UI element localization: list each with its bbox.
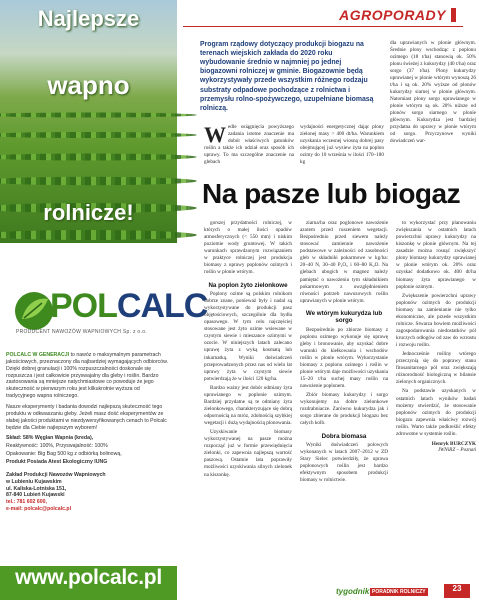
body-paragraph: Bezpośrednio po zbiorze biomasy z poplonu ozimego wykonuje się uprawę gleby i bronowanie, aby uzyskać dobre warunki do kiełkowania i wschodów roślin w plonie wtórym. Wykorzystanie biomasy z poplonu ozimego i roślin w plonie wtórym daje możliwości uzyskania 15–20 t/ha suchej masy roślin na nawożenie poplonem.	[300, 326, 388, 390]
drop-cap: W	[204, 122, 226, 147]
body-paragraph: Uzyskiwanie biomasy wykorzystywanej na pasze można rozpocząć już w formie przewiędnięcia zielonki, co zapewnia najlepszą wartość paszową. Ostatnie lata poprawiły możliwości uzyskiwania silnych zielonek na kiszonkę.	[204, 429, 292, 478]
ad-reactivity: Reaktywność: 100%, Przyswajalność: 100%	[6, 443, 108, 450]
section-badge	[310, 4, 464, 26]
body-column-3	[396, 220, 476, 455]
section-title: AGROPORADY	[339, 7, 446, 23]
body-paragraph: ziarna/ha oraz poglonowe nawożenie azotem przed ruszeniem wegetacji. Bezpośrednio przed siewem należy stosować zamiennie nawożenie podstawowe w zależności od zasobności gleb w składniki pokarmowe w kg/ha: 20–40 N, 30–40 P₂O₅ i 60–80 K₂O. Na glebach ubogich w magnez należy pamiętać o nawożeniu tym składnikiem pokarmowym z uwzględnieniem równości potrzeb nawozowych roślin uprawianych w plonie wtórym.	[300, 220, 388, 304]
page-number: 23	[452, 584, 462, 593]
subheading-biomass: Dobra biomasa	[321, 432, 367, 440]
ad-composition: Skład: 58% Węglan Wapnia (kreda),	[6, 435, 94, 442]
author-organization: IWNiRZ – Poznań	[438, 446, 476, 453]
section-accent-bar	[451, 8, 456, 22]
tygodnik-logo: tygodnik	[336, 587, 370, 596]
subheading-maize-sorghum: We wtórym kukurydza lub sorgo	[305, 309, 383, 325]
ad-headline-mid: wapno	[47, 70, 130, 100]
ad-packaging: Opakowanie: Big Bag 500 kg z odbiórką bolinową,	[6, 451, 122, 458]
poradnik-logo: PORADNIK ROLNICZY	[372, 589, 426, 595]
ad-contact-block	[6, 472, 170, 513]
ad-footer-bar	[0, 566, 177, 600]
ad-company-location: w Lubieniu Kujawskim	[6, 478, 62, 485]
ad-intro-lead: POLCALC W GENERACJI	[6, 352, 70, 358]
polcalc-logo	[12, 285, 208, 343]
body-paragraph: to wykorzystać przy planowaniu zwiększania w ostatnich latach powierzchni uprawy kukurydzy na kiszonkę w plonie głównym. Na tej zasadzie można rosnąć zwiększyć plony biomasy kukurydzy uprawianej w plonie wtórym ok. 20% oraz uzyskać dodatkowo ok. 400 dt/ha biomasy żyta uprawianego w poplonie ozimym.	[396, 220, 476, 290]
body-paragraph: gorszej przydatności rolniczej, w których o małej ilości opadów atmosferycznych (< 550 mm) i niskim poziomie wody gruntowej. W takich warunkach sprawdzonym rozwiązaniem w praktyce rolniczej jest produkcja biomasy z uprawy poplonów ozimych i roślin w plonie wtórym.	[204, 220, 292, 276]
ad-email[interactable]: e-mail: polcalc@polcalc.pl	[6, 506, 72, 513]
article-title: Na pasze lub biogaz	[202, 178, 461, 209]
section-rule	[183, 26, 463, 27]
polcalc-wordmark: POLCALC	[50, 287, 208, 325]
body-paragraph: Wyniki doświadczeń polowych wykonanych w latach 2007–2012 w ZD Stary Sielec potwierdziły, że uprawa poplonowych roślin jest bardzo efektywnym sposobem produkcji biomasy w rolnictwie.	[300, 441, 388, 484]
publication-logos	[336, 588, 436, 598]
body-paragraph: Zbiór biomasy kukurydzy i sorgo wykonujemy na dobre zielonkowe rozdrabniacze. Zarówno kukurydza jak i sorgo zbierane do produkcji biogazu bez całych kolb.	[300, 392, 388, 427]
body-paragraph: Bardzo ważny jest dobór odmiany żyta uprawianego w poplonie ozimym. Bardziej przydatne są te odmiany żyta zielonkowego, charakteryzujące się dobrą odpornością na mróz, zdolnością szybkiej wegetacji i dużą wydajnością plonowania.	[204, 384, 292, 427]
ad-body-text	[6, 352, 170, 513]
author-name: Henryk BURCZYK	[431, 440, 476, 447]
article-lead: Program rządowy dotyczący produkcji biogazu na terenach wiejskich zakłada do 2020 roku wybudowanie średnio w najmniej po jednej biogazowni rolniczej w gminie. Biogazownie będą wykorzystywały przede wszystkim różnego rodzaju substraty odpadowe pochodzące z rolnictwa i przemysłu rolno-spożywczego, uzupełniane biomasą rolniczą.	[200, 41, 374, 112]
intro-column-3: dla uprawianych w plonie głównym. Średnie plony wschodząc z poplonu ozimego (18 t/ha) stanowią ok. 50% plonu świeżej z kukurydzy (40 t/ha) oraz sorgo (37 t/ha). Plony kukurydzy uprawianej w plonie wtórym wynoszą 26 t/ha i są ok. 20% wyższe od plonów kukurydzy siarnej w plonie głównym. Natomiast plony sorgo uprawianego w plonie wtórym są ok. 20% niższe od plonów sorgo siarnego w plonie głównym. Kukurydza jest bardziej przydatna do uprawy w plonie wtórym od sorgo. Przyczynowe wyniki dowiadczeń war-	[390, 40, 476, 144]
body-paragraph: Na podstawie uzyskanych w ostatnich latach wyników badań możemy stwierdzić, że stosowanie poplonów ozimych do produkcji biogazu zapewnia właściwy rozwój roślin. Warto także podkreślić efekty zdrowotne w systemie roślin.	[396, 388, 476, 437]
body-paragraph: Jednocześnie rośliny wtórego przeczynią się do poprawy stanu fitosanitarnego pól oraz zwiększają różnorodność biologiczną w bilansie zielonych organicznych.	[396, 351, 476, 386]
ad-headline-top: Najlepsze	[37, 6, 140, 31]
body-column-2	[300, 220, 388, 486]
ad-city: 87-840 Lubień Kujawski	[6, 492, 65, 499]
logo-subtitle: PRODUCENT NAWOZÓW WAPNIOWYCH Sp. z o.o.	[16, 329, 147, 335]
ad-eco-certificate: Produkt Posiada Atest Ekologiczny IUNG	[6, 459, 108, 466]
ad-paragraph-2: Nasze eksperymenty i badania dowodzi najlepszą skuteczność tego produktu w odkwaszaniu gleby. Jeżeli masz dość eksperymentów ze słabej jakości produktami w niezdywersyfikowanych cenach to Polcalc będzie dla Ciebie najlepszym wyborem!	[6, 404, 167, 431]
polcalc-advertisement	[0, 0, 208, 600]
ad-street: ul. Kaliska-Lotniska 151,	[6, 485, 67, 492]
body-paragraph: Zwiększenie powierzchni uprawy poplonów ozimych do produkcji biomasy na zamienianie nie tylko ekonomiczne, ale przede wszystkim rolnicze. Stwarza bowiem możliwości zagospodarowania niedostatków pól kruczych odłogów od zaw do wzrostu i rozwoju roślin.	[396, 292, 476, 349]
ad-company: Zakład Produkcji Nawozów Wapniowych	[6, 471, 106, 478]
subheading-rye: Na poplon żyto zielonkowe	[208, 281, 288, 289]
intro-column-2: wydajności energetycznej dając plony zielonej masy > 400 dt/ha. Warunkiem uzyskania wczesnej wiosną dobrej pasy obejmującej już wysiew żyta na poplon ozimy do 10 września w ilości 170–180 kg	[300, 124, 384, 165]
body-column-1	[204, 220, 292, 481]
ad-website-link[interactable]: www.polcalc.pl	[15, 566, 162, 589]
ad-phone: tel.: 781 602 600,	[6, 499, 47, 506]
ad-intro: to nawóz o maksymalnym parametrach jakościowych, przeznaczony dla najbardziej wymagających odbiorców. Dzięki dobrej granulacji i 100% rozpuszczalności doskonale się rozpuszcza i jest całkowicie przyswajalny dla gleby i roślin. Bardzo zastosowania są mniejsze natychmiastowe co powoduje że jego skuteczność w pierwszym roku jest kilkukrotnie wyższa od tradycyjnego wapna rolniczego.	[6, 352, 169, 400]
author-signature	[396, 441, 476, 453]
body-paragraph: Poplony ozime są polskim rolnikom dobrze znane, ponieważ były i nadal są wykorzystywane do produkcji pasz objętościowych, szczególnie dla bydła opasowego. W tym celu najczęściej stosowane jest żyto ozime wsiewane w czystym siewie i mieszance ozimymi w ozocie. W niniejszych latach zalecano uprawę żyta z wyką kosmatą lub inkarnatką. Wyniki doświadczeń przeprowadzonych przez nas od wielu lat uprawy żyta w czystym siewie potwierdzają że w ilości 120 kg/ha.	[204, 290, 292, 382]
intro-column-1	[204, 124, 294, 166]
intro-column-1-text: edle osiągnięcia powyższego zadania istotne znaczenie ma dobór właściwych gatunków roślin a także ich udział oraz sposób ich uprawy. To ma szczególne znaczenie na glebach	[204, 124, 294, 165]
ad-headline-bottom: rolnicze!	[43, 200, 134, 225]
